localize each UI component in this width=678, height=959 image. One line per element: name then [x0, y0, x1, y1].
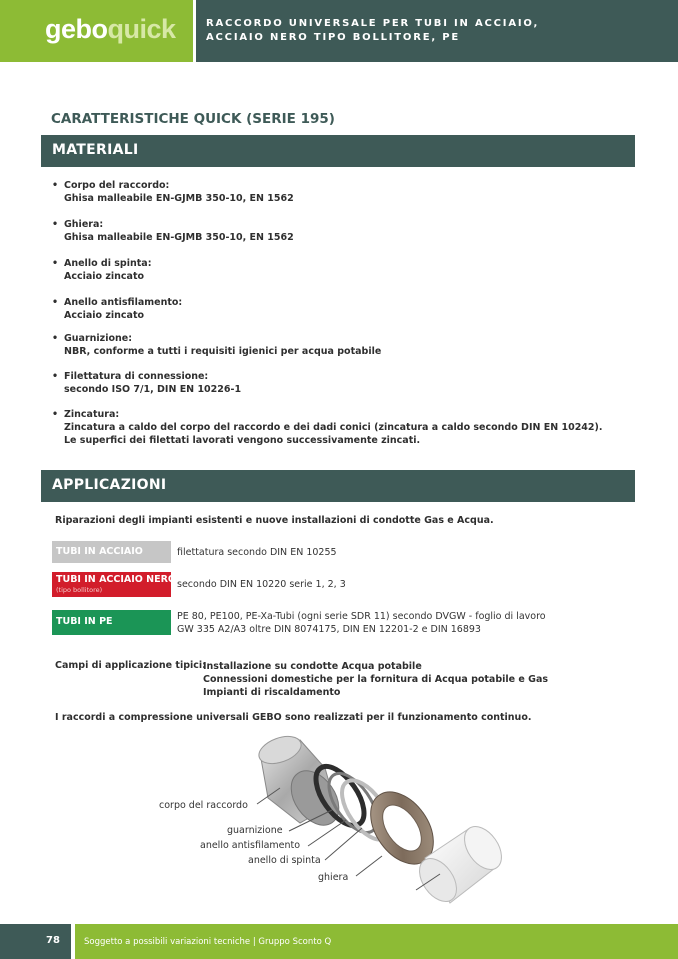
footer-page-number-box: [0, 924, 71, 959]
pipe-type-desc-black-steel: [177, 578, 346, 591]
pipe-type-desc-pe: [177, 610, 546, 636]
material-label: • Zincatura:: [64, 409, 120, 420]
continuous-operation-note: I raccordi a compressione universali GEBO sono realizzati per il funzionamento continuo.: [55, 712, 532, 723]
application-fields-label: Campi di applicazione tipici:: [55, 660, 206, 671]
material-label: • Corpo del raccordo:: [64, 180, 170, 191]
applications-heading: APPLICAZIONI: [52, 477, 167, 493]
applications-intro: Riparazioni degli impianti esistenti e nuove installazioni di condotte Gas e Acqua.: [55, 515, 494, 526]
callout-gasket: guarnizione: [227, 825, 283, 836]
list-item: [52, 408, 602, 447]
footer-bar: [75, 924, 678, 959]
document-title: [206, 17, 539, 45]
pipe-type-badge-black-steel: [52, 572, 177, 597]
footer-disclaimer: Soggetto a possibili variazioni tecniche | Gruppo Sconto Q: [84, 937, 332, 947]
pipe-type-badge-steel: [52, 541, 171, 563]
list-item: Installazione su condotte Acqua potabile: [203, 661, 422, 672]
material-value: Acciaio zincato: [64, 310, 145, 321]
material-label: • Ghiera:: [64, 219, 104, 230]
pipe-type-sublabel: (tipo bollitore): [56, 586, 103, 594]
callout-ring-nut: ghiera: [318, 872, 349, 883]
page-header: [0, 0, 678, 62]
list-item: [52, 179, 294, 205]
document-title-line-1: RACCORDO UNIVERSALE PER TUBI IN ACCIAIO,: [206, 18, 540, 29]
page-number: 78: [46, 935, 60, 946]
logo-panel: [0, 0, 193, 62]
callout-fitting-body: corpo del raccordo: [159, 800, 248, 811]
material-value: Ghisa malleabile EN-GJMB 350-10, EN 1562: [64, 232, 294, 243]
material-value: Acciaio zincato: [64, 271, 145, 282]
pipe-type-desc-line: GW 335 A2/A3 oltre DIN 8074175, DIN EN 12201-2 e DIN 16893: [177, 624, 481, 635]
list-item: Impianti di riscaldamento: [203, 687, 341, 698]
fitting-illustration: [150, 728, 510, 918]
list-item: Connessioni domestiche per la fornitura di Acqua potabile e Gas: [203, 674, 549, 685]
material-label: • Anello antisfilamento:: [64, 297, 183, 308]
header-title-bar: [196, 0, 678, 62]
exploded-fitting-diagram: [150, 728, 510, 918]
pipe-type-badge-pe: [52, 610, 171, 635]
document-title-line-2: ACCIAIO NERO TIPO BOLLITORE, PE: [206, 32, 460, 43]
materials-section-bar: [41, 135, 635, 167]
callout-anti-slip-ring: anello antisfilamento: [200, 840, 301, 851]
pipe-type-desc-line: secondo DIN EN 10220 serie 1, 2, 3: [177, 579, 346, 590]
material-label: • Anello di spinta:: [64, 258, 152, 269]
pipe-type-desc-line: PE 80, PE100, PE-Xa-Tubi (ogni serie SDR 11) secondo DVGW - foglio di lavoro: [177, 611, 546, 622]
material-value: NBR, conforme a tutti i requisiti igienici per acqua potabile: [64, 346, 382, 357]
brand-logo: [45, 14, 176, 45]
list-item: [52, 370, 241, 396]
application-fields-list: [203, 660, 548, 699]
pipe-type-desc-steel: [177, 546, 337, 559]
logo-text-main: gebo: [45, 14, 108, 44]
material-label: • Guarnizione:: [64, 333, 132, 344]
list-item: [52, 257, 152, 283]
material-label: • Filettatura di connessione:: [64, 371, 209, 382]
applications-section-bar: [41, 470, 635, 502]
list-item: [52, 296, 182, 322]
material-value: Zincatura a caldo del corpo del raccordo e dei dadi conici (zincatura a caldo secondo DIN EN 10242).: [64, 422, 603, 433]
material-value: secondo ISO 7/1, DIN EN 10226-1: [64, 384, 242, 395]
material-value: Ghisa malleabile EN-GJMB 350-10, EN 1562: [64, 193, 294, 204]
list-item: [52, 218, 294, 244]
material-value: Le superfici dei filettati lavorati vengono successivamente zincati.: [64, 435, 421, 446]
callout-thrust-ring: anello di spinta: [248, 855, 321, 866]
pipe-type-desc-line: filettatura secondo DIN EN 10255: [177, 547, 337, 558]
pipe-type-label: TUBI IN PE: [56, 616, 113, 627]
logo-text-accent: quick: [107, 14, 176, 44]
list-item: [52, 332, 381, 358]
materials-heading: MATERIALI: [52, 142, 139, 158]
pipe-type-label: TUBI IN ACCIAIO NERO: [56, 574, 177, 585]
page-title: CARATTERISTICHE QUICK (SERIE 195): [51, 111, 335, 127]
pipe-type-label: TUBI IN ACCIAIO: [56, 546, 143, 557]
